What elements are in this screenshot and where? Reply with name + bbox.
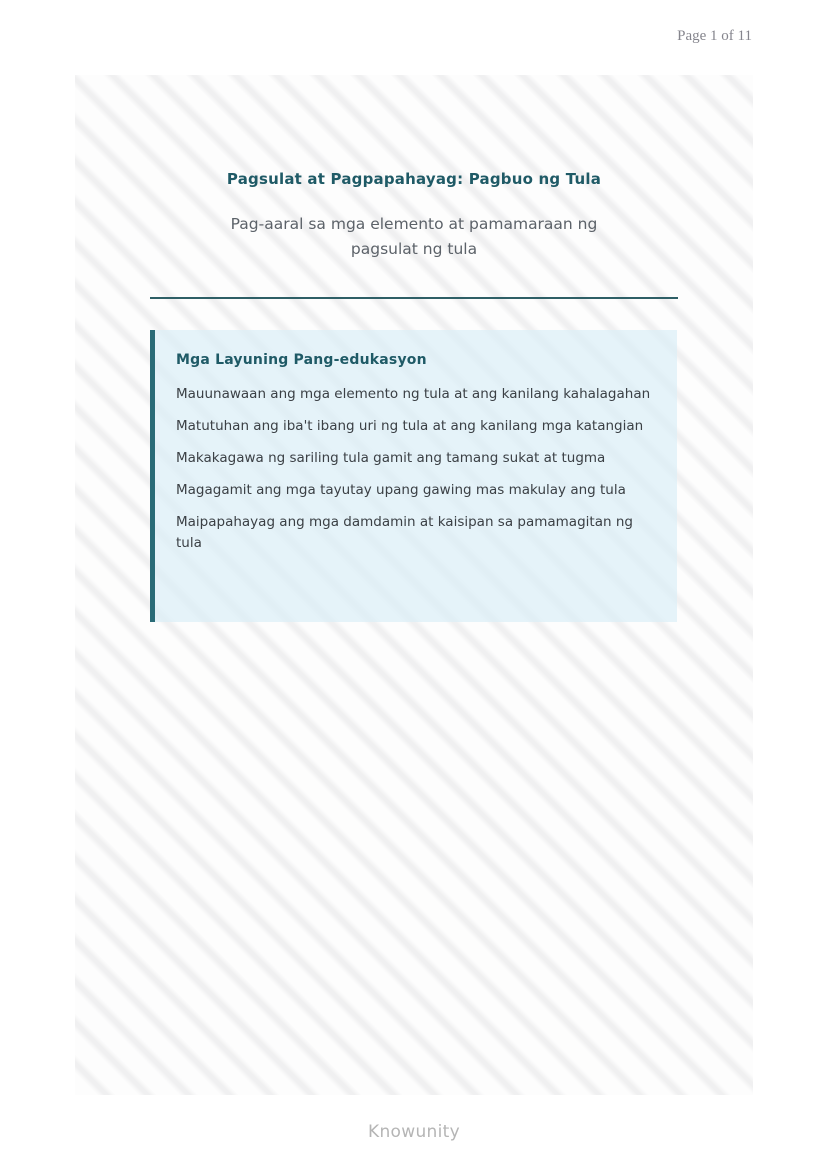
objective-item: Makakagawa ng sariling tula gamit ang tamang sukat at tugma [176, 450, 606, 466]
document-subtitle: Pag-aaral sa mga elemento at pamamaraan ng pagsulat ng tula [230, 215, 598, 258]
objective-item: Maipapahayag ang mga damdamin at kaisipan sa pamamagitan ng tula [176, 514, 633, 551]
objectives-heading: Mga Layuning Pang-edukasyon [176, 352, 427, 368]
objective-item: Matutuhan ang iba't ibang uri ng tula at ang kanilang mga katangian [176, 418, 644, 434]
document-title: Pagsulat at Pagpapahayag: Pagbuo ng Tula [226, 170, 602, 188]
footer-brand: Knowunity [368, 1122, 460, 1142]
document-content-card [75, 75, 753, 1095]
page-number-indicator: Page 1 of 11 [677, 28, 752, 44]
objectives-list [176, 384, 651, 554]
objective-item: Magagamit ang mga tayutay upang gawing mas makulay ang tula [176, 482, 626, 498]
objective-item: Mauunawaan ang mga elemento ng tula at ang kanilang kahalagahan [176, 386, 651, 402]
learning-objectives-box [150, 330, 677, 622]
section-divider [150, 297, 678, 299]
